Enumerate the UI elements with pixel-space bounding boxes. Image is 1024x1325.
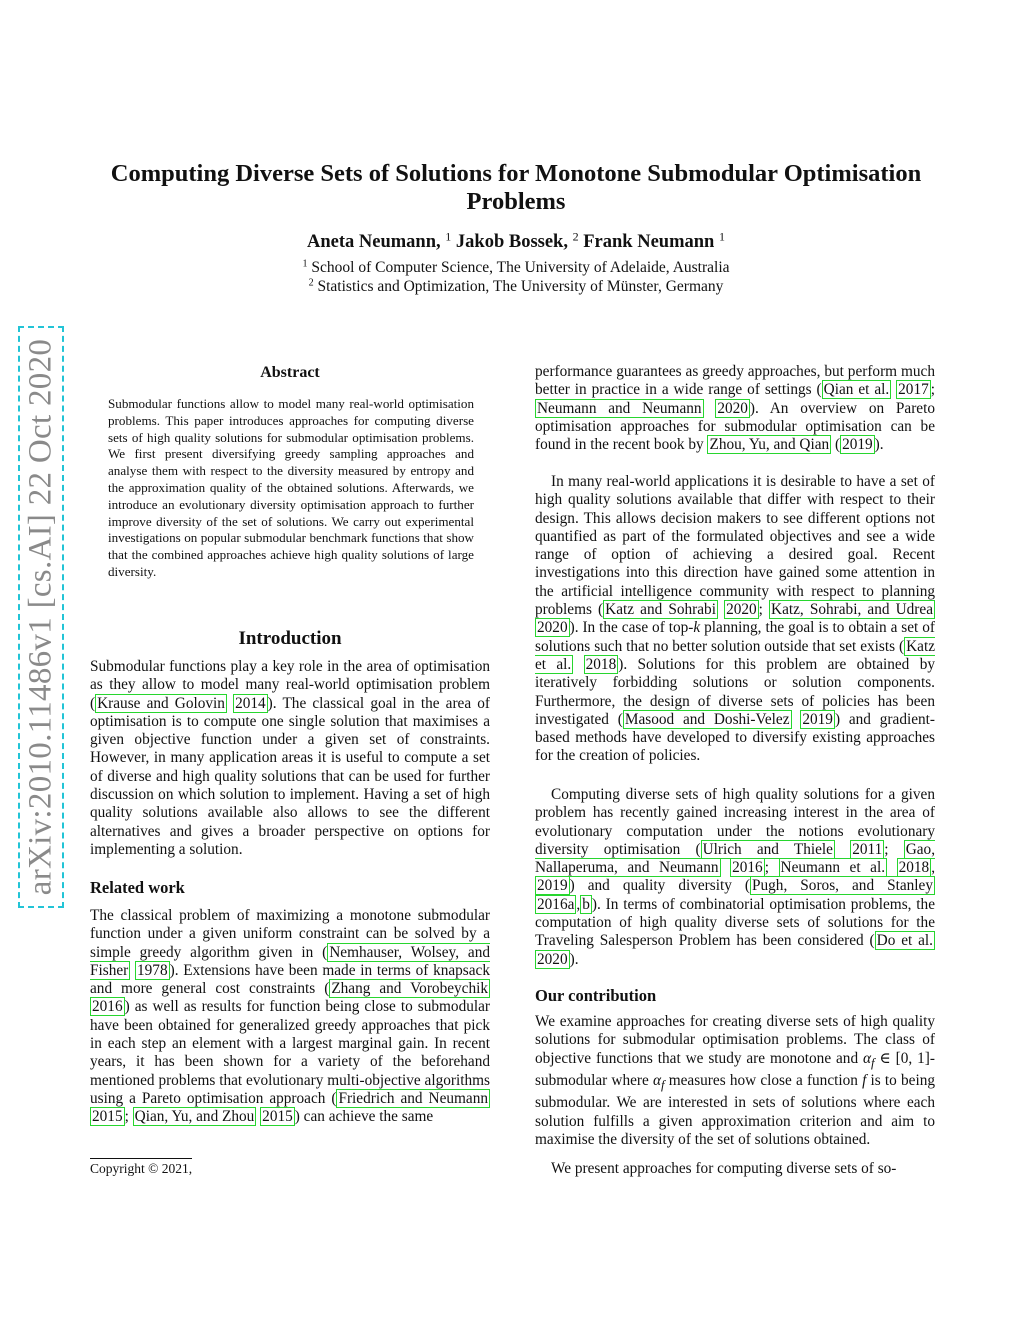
citation-link[interactable]: Masood and Doshi-Velez	[624, 710, 790, 728]
citation-year-link[interactable]: 2015	[262, 1108, 293, 1126]
abstract-heading: Abstract	[260, 364, 320, 381]
citation-link[interactable]: Neumann et al.	[780, 859, 886, 877]
right-paragraph-2: In many real-world applications it is desirable to have a set of high quality solutions available that differ with respect to their design. This allows decision makers to see different options not quantified as part of the formulated objectives and see a wide range of option of achieving a desired goal. Recent investigations into this direction have gained some attention in the artificial intelligence community with respect to planning problems ( Katz and Sohrabi 2020 ; Katz, Sohrabi, and Udrea 2020 ). In the case of top-k planning, the goal is to obtain a set of solutions such that no better solution outside that set exists ( Katz et al. 2018 ). Solutions for this problem are obtained by iteratively forbidding solutions or solution components. Furthermore, the design of diverse sets of policies has been investigated ( Masood and Doshi-Velez 2019 ) and gradient-based methods have developed to diversify existing approaches for the creation of policies.	[535, 473, 935, 765]
citation-link[interactable]: Katz, Sohrabi, and Udrea	[771, 601, 933, 619]
citation-link[interactable]: Do et al.	[876, 932, 933, 950]
citation-year-link[interactable]: 2014	[235, 694, 266, 712]
affiliation	[100, 278, 932, 296]
arxiv-stamp	[18, 326, 64, 908]
citation-year-link[interactable]: 2019	[537, 877, 568, 895]
citation-link[interactable]: Ulrich and Thiele	[702, 840, 833, 858]
math-alpha: α	[652, 1071, 661, 1089]
author-line	[100, 229, 932, 253]
citation-year-link[interactable]: 2020	[726, 601, 757, 619]
affil-mark: 1	[302, 258, 308, 270]
math-alpha: α	[863, 1049, 872, 1067]
introduction-paragraph: Submodular functions play a key role in the area of optimisation as they allow to model many real-world optimisation problem ( Krause and Golovin 2014 ). The classical goal in the area of optimisation is to compute one single solution that maximises a given objective function under a given set of constraints. However, in many application areas it is useful to compute a set of diverse and high quality solutions that can be used for further discussion on which solution to implement. Having a set of high quality solutions available also allows to see the different alternatives and gives a broader perspective on options for implementing a solution.	[90, 658, 490, 858]
footnote-rule	[90, 1158, 192, 1159]
paper-title: Computing Diverse Sets of Solutions for Monotone Submodular Optimisation Problems	[110, 160, 922, 215]
citation-year-link[interactable]: 2016a	[537, 895, 575, 913]
arxiv-identifier: arXiv:2010.11486v1 [cs.AI] 22 Oct 2020	[22, 338, 59, 896]
citation-year-link[interactable]: 2020	[717, 399, 748, 417]
citation-year-link[interactable]: b	[582, 895, 590, 913]
author-affil-mark: 1	[445, 229, 452, 244]
citation-year-link[interactable]: 2016	[92, 998, 123, 1016]
author-name: Aneta Neumann,	[307, 232, 441, 252]
citation-year-link[interactable]: 2019	[802, 710, 833, 728]
citation-link[interactable]: Zhou, Yu, and Qian	[709, 436, 830, 454]
citation-year-link[interactable]: 2020	[537, 619, 568, 637]
affil-mark: 2	[308, 277, 314, 289]
citation-year-link[interactable]: 2016	[732, 859, 763, 877]
introduction-heading: Introduction	[238, 628, 342, 649]
citation-year-link[interactable]: 2018	[585, 655, 617, 673]
math-f: f	[862, 1071, 867, 1089]
citation-link[interactable]: Zhang and Vorobeychik	[331, 980, 488, 998]
related-work-paragraph: The classical problem of maximizing a monotone submodular function under a given uniform constraint can be solved by a simple greedy algorithm given in ( Nemhauser, Wolsey, and Fisher 1978 ). Extensions have been made in terms of knapsack and more general cost constraints ( Zhang and Vorobeychik 2016 ) as well as results for function being close to submodular have been obtained for generalized greedy approaches that pick in each step an element with a largest marginal gain. In recent years, it has been shown for a variety of the beforehand mentioned problems that evolutionary multi-objective algorithms using a Pareto optimisation approach ( Friedrich and Neumann 2015 ; Qian, Yu, and Zhou 2015 ) can achieve the same	[90, 907, 490, 1126]
citation-year-link[interactable]: 2011	[852, 840, 883, 858]
affil-text: School of Computer Science, The University of Adelaide, Australia	[311, 259, 730, 276]
author-name: Jakob Bossek,	[455, 232, 568, 252]
right-paragraph-1: performance guarantees as greedy approaches, but perform much better in practice in a wide range of settings ( Qian et al. 2017 ; Neumann and Neumann 2020 ). An overview on Pareto optimisation approaches for submodular optimisation can be found in the recent book by Zhou, Yu, and Qian ( 2019 ).	[535, 363, 935, 454]
citation-link[interactable]: Pugh, Soros, and Stanley	[752, 877, 933, 895]
abstract-text: Submodular functions allow to model many real-world optimisation problems. This paper introduces approaches for computing diverse sets of high quality solutions for submodular optimisation problems. We first present diversifying greedy sampling approaches and analyse them with respect to the diversity measured by entropy and the approximation quality of the obtained solutions. Afterwards, we introduce an evolutionary diversity optimisation approach to further improve diversity of the set of solutions. We carry out experimental investigations on popular submodular benchmark functions that show that the combined approaches achieve high quality solutions of large diversity.	[108, 396, 474, 579]
citation-year-link[interactable]: 1978	[137, 961, 168, 979]
citation-link[interactable]: Qian et al.	[823, 381, 890, 399]
math-interval: ∈ [0, 1]	[874, 1049, 930, 1067]
citation-link[interactable]: Friedrich and Neumann	[338, 1089, 488, 1107]
citation-link[interactable]: Katz et al.	[535, 637, 935, 673]
citation-year-link[interactable]: 2017	[898, 381, 929, 399]
contribution-paragraph-2: We present approaches for computing diverse sets of so-	[551, 1160, 897, 1177]
contribution-heading: Our contribution	[535, 986, 657, 1005]
citation-link[interactable]: Gao, Nallaperuma, and Neumann	[535, 840, 936, 877]
citation-link[interactable]: Neumann and Neumann	[537, 399, 702, 417]
right-paragraph-3: Computing diverse sets of high quality solutions for a given problem has recently gained increasing interest in the area of evolutionary computation under the notions evolutionary diversity optimisation ( Ulrich and Thiele 2011 ; Gao, Nallaperuma, and Neumann 2016 ; Neumann et al. 2018 , 2019 ) and quality diversity ( Pugh, Soros, and Stanley 2016a , b ). In terms of combinatorial optimisation problems, the computation of high quality diverse sets of solutions for the Traveling Salesperson Problem has been considered ( Do et al. 2020 ).	[535, 786, 936, 968]
author-affil-mark: 2	[572, 229, 579, 244]
citation-year-link[interactable]: 2019	[842, 436, 873, 454]
author-affil-mark: 1	[718, 229, 725, 244]
citation-year-link[interactable]: 2015	[92, 1108, 123, 1126]
citation-link[interactable]: Qian, Yu, and Zhou	[134, 1108, 255, 1126]
related-work-heading: Related work	[90, 878, 185, 897]
contribution-paragraph: We examine approaches for creating diverse sets of high quality solutions for submodular optimisation problems. The class of objective functions that we study are monotone and $\alpha_f$ ∈ [0, 1]-submodular where $\alpha_f$ measures how close a function f is to being submodular. We are interested in sets of solutions where each solution fulfills a given approximation criterion and aim to maximise the diversity of the set of solutions obtained.	[535, 1013, 935, 1148]
citation-link[interactable]: Nemhauser, Wolsey, and Fisher	[90, 943, 490, 979]
math-k: k	[693, 619, 701, 637]
citation-link[interactable]: Krause and Golovin	[97, 694, 225, 712]
citation-link[interactable]: Katz and Sohrabi	[605, 601, 716, 619]
citation-year-link[interactable]: 2018	[898, 859, 930, 877]
affiliation	[100, 259, 932, 277]
affil-text: Statistics and Optimization, The University of Münster, Germany	[317, 278, 724, 295]
author-name: Frank Neumann	[583, 232, 715, 252]
citation-year-link[interactable]: 2020	[537, 950, 568, 968]
copyright-footnote: Copyright © 2021,	[90, 1161, 193, 1176]
